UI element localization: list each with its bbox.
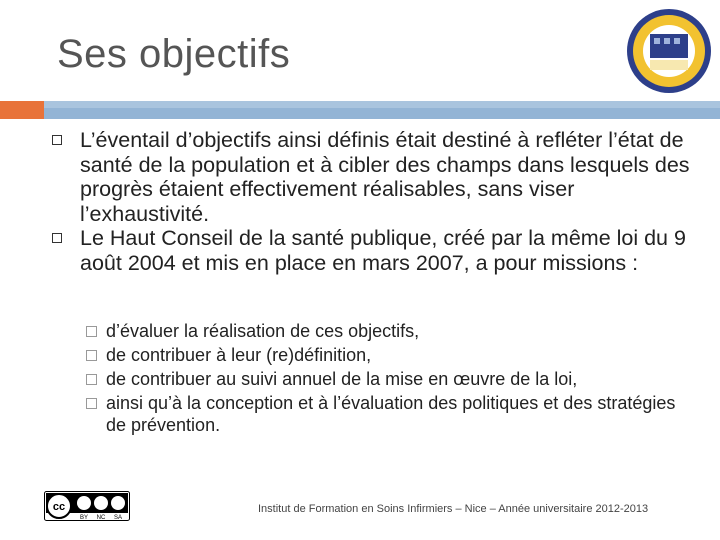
title-accent-bar [0, 101, 44, 119]
bullet-text: L’éventail d’objectifs ainsi définis était destiné à refléter l’état de santé de la population et à cibler des champs dans lesquels des progrès étaient effectivement réalisables, sans viser l’exhaustivité. [80, 128, 690, 226]
sub-bullet-list [86, 320, 696, 438]
bullet-text: Le Haut Conseil de la santé publique, créé par la même loi du 9 août 2004 et mis en place en mars 2007, a pour missions : [80, 226, 686, 275]
main-bullet-list [52, 128, 702, 275]
sub-bullet-item [86, 392, 696, 436]
slide-footer: Institut de Formation en Soins Infirmiers – Nice – Année universitaire 2012-2013 [258, 503, 649, 515]
box-bullet-icon [86, 326, 97, 337]
bullet-item [52, 128, 702, 226]
creative-commons-badge [44, 491, 130, 521]
sub-bullet-item [86, 320, 696, 342]
title-divider-bar-shade [44, 108, 720, 119]
square-bullet-icon [52, 135, 62, 145]
license-term-nc: NC [96, 515, 106, 521]
bullet-item [52, 226, 702, 275]
box-bullet-icon [86, 374, 97, 385]
cc-logo-text: cc [52, 501, 66, 513]
license-term-sa: SA [113, 515, 123, 521]
box-bullet-icon [86, 350, 97, 361]
square-bullet-icon [52, 233, 62, 243]
sub-bullet-item [86, 344, 696, 366]
sub-bullet-text: de contribuer au suivi annuel de la mise en œuvre de la loi, [106, 369, 578, 389]
box-bullet-icon [86, 398, 97, 409]
sub-bullet-item [86, 368, 696, 390]
sub-bullet-text: d’évaluer la réalisation de ces objectifs, [106, 321, 420, 341]
sub-bullet-text: de contribuer à leur (re)définition, [106, 345, 372, 365]
faculty-logo [626, 8, 712, 94]
license-term-by: BY [79, 515, 89, 521]
slide-title: Ses objectifs [57, 32, 291, 76]
sub-bullet-text: ainsi qu’à la conception et à l’évaluation des politiques et des stratégies de prévention. [106, 393, 676, 435]
